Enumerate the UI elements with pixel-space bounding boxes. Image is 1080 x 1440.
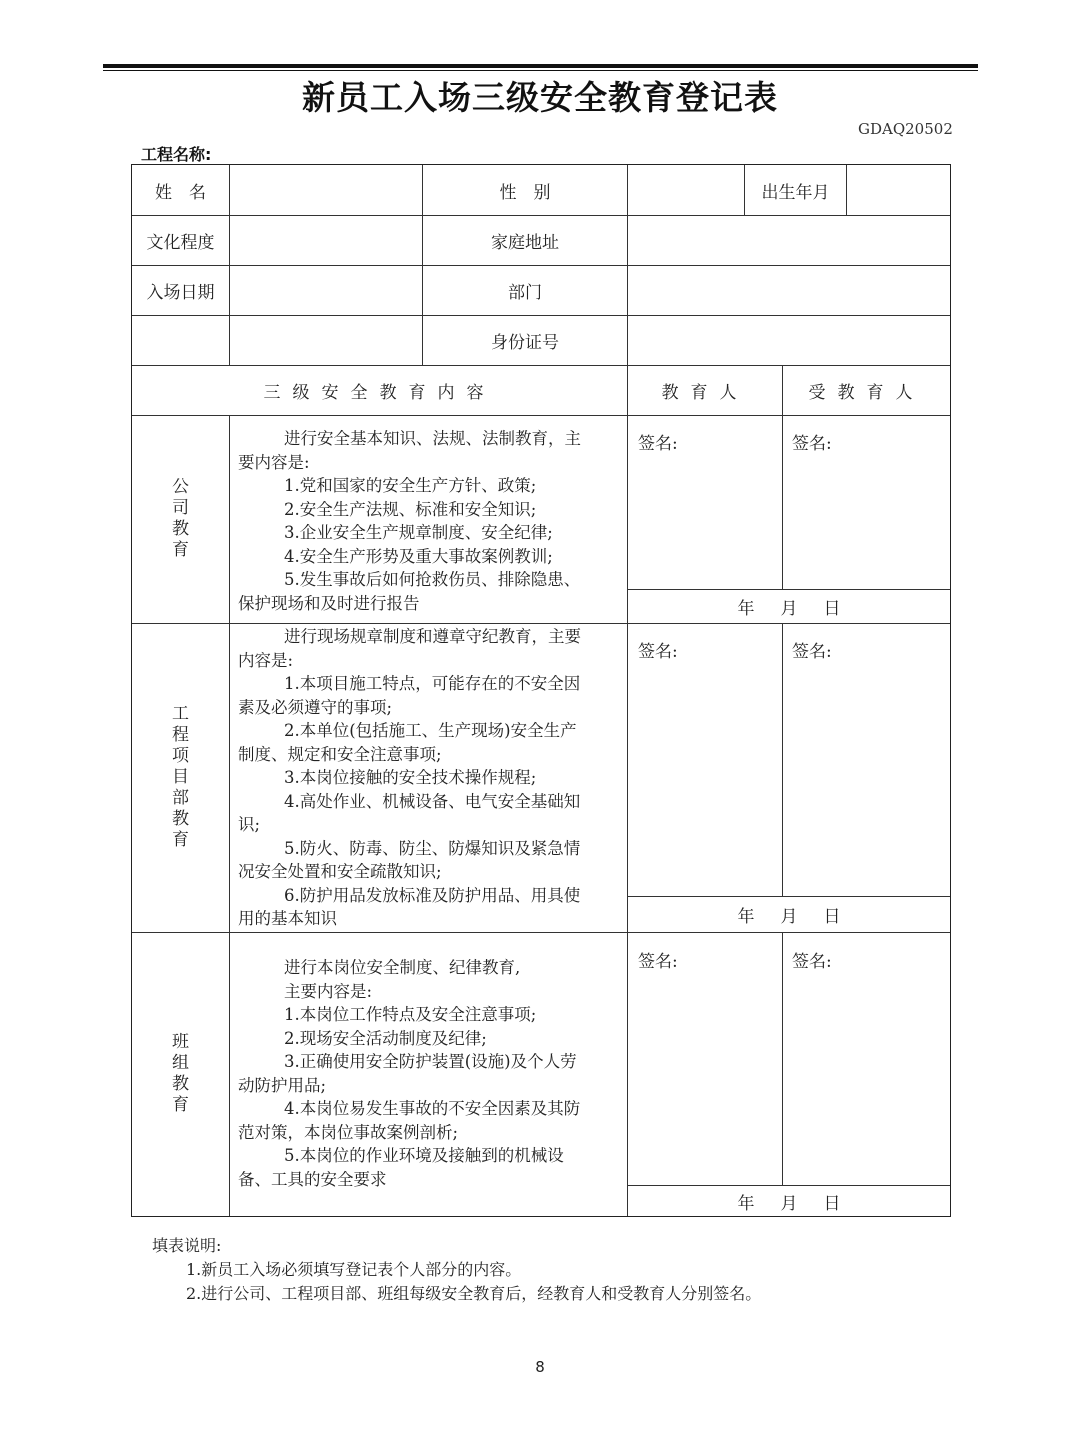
project-educator-signature[interactable]: 签名:: [638, 642, 678, 662]
page-title: 新员工入场三级安全教育登记表: [302, 78, 778, 117]
note-item: 2.进行公司、工程项目部、班组每级安全教育后，经教育人和受教育人分别签名。: [186, 1284, 762, 1303]
note-item: 1.新员工入场必须填写登记表个人部分的内容。: [186, 1260, 522, 1279]
company-educator-signature[interactable]: 签名:: [638, 434, 678, 454]
col-divider: [782, 932, 783, 1185]
address-field[interactable]: [628, 215, 950, 265]
id-number-label: 身份证号: [491, 332, 559, 353]
project-education-date[interactable]: 年 月 日: [737, 907, 841, 927]
educatee-header: 受教育人: [808, 382, 925, 403]
page-number: 8: [535, 1358, 545, 1376]
form-notes: [152, 1234, 761, 1306]
row-divider: [132, 932, 950, 933]
col-divider: [782, 623, 783, 896]
education-label: 文化程度: [146, 232, 215, 253]
team-educatee-signature[interactable]: 签名:: [792, 952, 832, 972]
registration-form: [131, 164, 951, 1217]
project-educatee-signature[interactable]: 签名:: [792, 642, 832, 662]
birth-label: 出生年月: [761, 182, 830, 203]
company-education-content: 进行安全基本知识、法规、法制教育，主 要内容是: 1.党和国家的安全生产方针、政策; 2.安全生产法规、标准和安全知识; 3.企业安全生产规章制度、安全纪律; 4.安全生产形势及重大事故案例教训; 5.发生事故后如何抢救伤员、排除隐患、 保护现场和及时进行报告: [238, 429, 581, 613]
row-divider: [132, 623, 950, 624]
birth-field[interactable]: [847, 165, 950, 215]
name-field[interactable]: [230, 165, 422, 215]
department-label: 部门: [508, 282, 542, 303]
col-divider: [229, 415, 230, 1216]
education-field[interactable]: [230, 215, 422, 265]
company-educatee-signature[interactable]: 签名:: [792, 434, 832, 454]
row-divider: [132, 415, 950, 416]
company-education-label: 公 司 教 育: [172, 477, 189, 560]
blank-label-cell: [132, 315, 229, 365]
entry-date-field[interactable]: [230, 265, 422, 315]
project-education-label: 工 程 项 目 部 教 育: [172, 704, 189, 850]
project-education-content: 进行现场规章制度和遵章守纪教育，主要 内容是: 1.本项目施工特点，可能存在的不安全因 素及必须遵守的事项; 2.本单位(包括施工、生产现场)安全生产 制度、规定和安全注意事项; 3.本岗位接触的安全技术操作规程; 4.高处作业、机械设备、电气安全基础知 识; 5.防火、防毒、防尘、防爆知识及紧急情 况安全处置和安全疏散知识; 6.防护用品发放标准及防护用品、用具使 用的基本知识: [238, 627, 581, 928]
document-code: GDAQ20502: [858, 120, 953, 138]
entry-date-label: 入场日期: [146, 282, 215, 303]
address-label: 家庭地址: [491, 232, 559, 253]
team-education-date[interactable]: 年 月 日: [737, 1193, 841, 1214]
notes-heading: 填表说明:: [152, 1236, 222, 1255]
company-education-date[interactable]: 年 月 日: [737, 599, 841, 619]
educator-header: 教育人: [661, 382, 749, 403]
header-rule-thin: [103, 70, 978, 71]
education-content-header: 三级安全教育内容: [263, 382, 496, 403]
department-field[interactable]: [628, 265, 950, 315]
name-label: 姓 名: [155, 182, 206, 203]
gender-field[interactable]: [628, 165, 744, 215]
gender-label: 性 别: [499, 182, 551, 203]
team-education-content: 进行本岗位安全制度、纪律教育, 主要内容是: 1.本岗位工作特点及安全注意事项; 2.现场安全活动制度及纪律; 3.正确使用安全防护装置(设施)及个人劳 动防护用品; 4.本岗位易发生事故的不安全因素及其防 范对策，本岗位事故案例剖析; 5.本岗位的作业环境及接触到的机械设 备、工具的安全要求: [238, 958, 581, 1189]
col-divider: [782, 415, 783, 589]
project-name-label: 工程名称:: [141, 145, 212, 164]
blank-field[interactable]: [230, 315, 422, 365]
id-number-field[interactable]: [628, 315, 950, 365]
team-education-label: 班 组 教 育: [172, 1032, 189, 1115]
header-rule-thick: [103, 64, 978, 68]
team-educator-signature[interactable]: 签名:: [638, 952, 678, 972]
